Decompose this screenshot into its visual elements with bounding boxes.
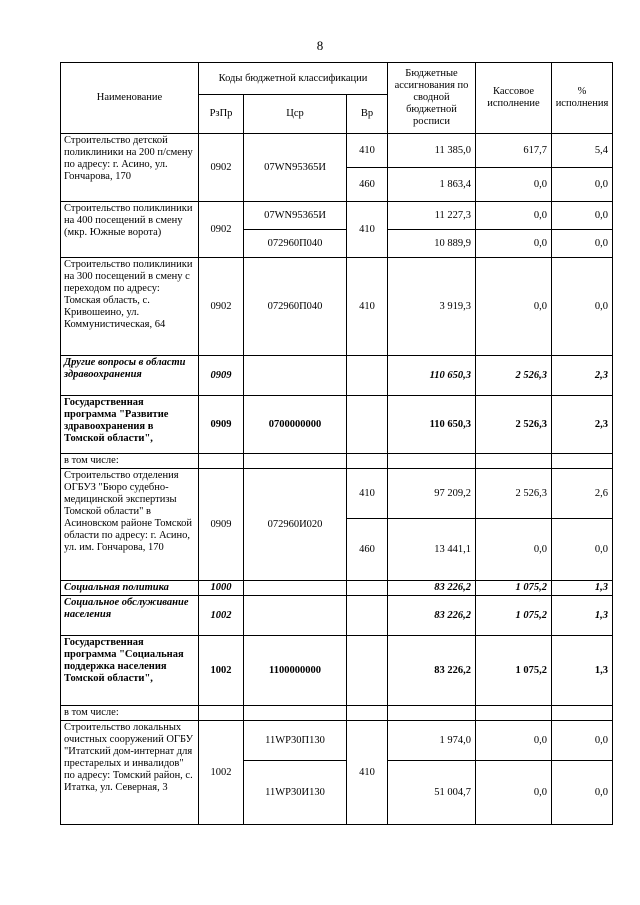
row-vr bbox=[347, 636, 388, 706]
page-number: 8 bbox=[316, 38, 324, 53]
row-budget: 13 441,1 bbox=[388, 519, 476, 581]
row-vr bbox=[347, 581, 388, 596]
row-csr: 11WP30П130 bbox=[244, 721, 347, 761]
header-codes: Коды бюджетной классификации bbox=[199, 63, 388, 95]
row-rzpr bbox=[199, 454, 244, 469]
row-name: Социальное обслуживание населения bbox=[61, 596, 199, 636]
row-csr bbox=[244, 356, 347, 396]
row-vr bbox=[347, 706, 388, 721]
row-csr: 07WN95365И bbox=[244, 202, 347, 230]
row-vr bbox=[347, 596, 388, 636]
row-percent: 2,6 bbox=[552, 469, 613, 519]
row-budget: 10 889,9 bbox=[388, 230, 476, 258]
row-percent: 1,3 bbox=[552, 581, 613, 596]
row-vr bbox=[347, 356, 388, 396]
row-vr: 460 bbox=[347, 168, 388, 202]
row-cash: 0,0 bbox=[476, 230, 552, 258]
table-row bbox=[61, 134, 613, 168]
row-csr: 072960И020 bbox=[244, 469, 347, 581]
row-csr bbox=[244, 581, 347, 596]
row-percent: 0,0 bbox=[552, 519, 613, 581]
row-cash: 0,0 bbox=[476, 168, 552, 202]
header-cash: Кассовое исполнение bbox=[476, 63, 552, 134]
row-percent: 0,0 bbox=[552, 258, 613, 356]
row-csr: 11WP30И130 bbox=[244, 761, 347, 825]
row-cash: 1 075,2 bbox=[476, 596, 552, 636]
row-name: Другие вопросы в области здравоохранения bbox=[61, 356, 199, 396]
row-cash bbox=[476, 706, 552, 721]
header-csr: Цср bbox=[244, 95, 347, 134]
table-row bbox=[61, 721, 613, 761]
row-cash: 0,0 bbox=[476, 258, 552, 356]
row-budget: 1 974,0 bbox=[388, 721, 476, 761]
row-csr bbox=[244, 454, 347, 469]
row-budget: 1 863,4 bbox=[388, 168, 476, 202]
row-budget: 3 919,3 bbox=[388, 258, 476, 356]
row-vr: 410 bbox=[347, 721, 388, 825]
row-percent: 1,3 bbox=[552, 636, 613, 706]
row-budget: 11 385,0 bbox=[388, 134, 476, 168]
table-row bbox=[61, 356, 613, 396]
row-vr bbox=[347, 454, 388, 469]
table-row bbox=[61, 706, 613, 721]
row-percent: 2,3 bbox=[552, 396, 613, 454]
row-csr: 072960П040 bbox=[244, 258, 347, 356]
row-name: Социальная политика bbox=[61, 581, 199, 596]
row-csr: 0700000000 bbox=[244, 396, 347, 454]
header-name: Наименование bbox=[61, 63, 199, 134]
row-percent: 1,3 bbox=[552, 596, 613, 636]
row-csr bbox=[244, 596, 347, 636]
row-percent: 0,0 bbox=[552, 721, 613, 761]
row-budget: 83 226,2 bbox=[388, 596, 476, 636]
row-vr: 410 bbox=[347, 202, 388, 258]
header-vr: Вр bbox=[347, 95, 388, 134]
row-cash: 0,0 bbox=[476, 761, 552, 825]
row-cash bbox=[476, 454, 552, 469]
row-cash: 2 526,3 bbox=[476, 396, 552, 454]
row-vr: 410 bbox=[347, 258, 388, 356]
table-row bbox=[61, 596, 613, 636]
budget-table bbox=[60, 62, 613, 825]
row-rzpr: 0909 bbox=[199, 469, 244, 581]
row-rzpr: 1002 bbox=[199, 721, 244, 825]
row-vr bbox=[347, 396, 388, 454]
row-cash: 0,0 bbox=[476, 519, 552, 581]
row-name: Государственная программа "Развитие здравоохранения в Томской области", bbox=[61, 396, 199, 454]
table-header bbox=[61, 63, 613, 134]
row-budget: 11 227,3 bbox=[388, 202, 476, 230]
table-row bbox=[61, 202, 613, 230]
row-name: Строительство отделения ОГБУЗ "Бюро судебно-медицинской экспертизы Томской области" в Асиновском районе Томской области по адресу: г. Асино, ул. им. Гончарова, 170 bbox=[61, 469, 199, 581]
row-budget: 110 650,3 bbox=[388, 356, 476, 396]
row-rzpr: 0902 bbox=[199, 202, 244, 258]
row-name: Строительство детской поликлиники на 200 п/смену по адресу: г. Асино, ул. Гончарова, 170 bbox=[61, 134, 199, 202]
row-name: Строительство поликлиники на 400 посещений в смену (мкр. Южные ворота) bbox=[61, 202, 199, 258]
table-row bbox=[61, 396, 613, 454]
row-budget: 83 226,2 bbox=[388, 581, 476, 596]
row-budget: 110 650,3 bbox=[388, 396, 476, 454]
row-name: Строительство поликлиники на 300 посещений в смену с переходом по адресу: Томская область, с. Кривошеино, ул. Коммунистическая, 64 bbox=[61, 258, 199, 356]
row-budget: 83 226,2 bbox=[388, 636, 476, 706]
row-cash: 0,0 bbox=[476, 202, 552, 230]
row-cash: 1 075,2 bbox=[476, 581, 552, 596]
table-row bbox=[61, 636, 613, 706]
row-percent: 0,0 bbox=[552, 168, 613, 202]
row-rzpr: 0902 bbox=[199, 134, 244, 202]
row-cash: 1 075,2 bbox=[476, 636, 552, 706]
header-percent: % исполнения bbox=[552, 63, 613, 134]
row-percent bbox=[552, 706, 613, 721]
row-rzpr: 1002 bbox=[199, 596, 244, 636]
row-percent bbox=[552, 454, 613, 469]
table-row bbox=[61, 581, 613, 596]
row-csr: 1100000000 bbox=[244, 636, 347, 706]
row-rzpr: 1002 bbox=[199, 636, 244, 706]
table-row bbox=[61, 469, 613, 519]
row-percent: 0,0 bbox=[552, 761, 613, 825]
header-budget: Бюджетные ассигнования по сводной бюджетной росписи bbox=[388, 63, 476, 134]
row-csr bbox=[244, 706, 347, 721]
row-percent: 5,4 bbox=[552, 134, 613, 168]
row-name: в том числе: bbox=[61, 706, 199, 721]
row-vr: 460 bbox=[347, 519, 388, 581]
row-budget bbox=[388, 706, 476, 721]
row-percent: 0,0 bbox=[552, 202, 613, 230]
row-name: в том числе: bbox=[61, 454, 199, 469]
row-cash: 617,7 bbox=[476, 134, 552, 168]
row-budget bbox=[388, 454, 476, 469]
row-name: Государственная программа "Социальная поддержка населения Томской области", bbox=[61, 636, 199, 706]
row-budget: 97 209,2 bbox=[388, 469, 476, 519]
row-vr: 410 bbox=[347, 134, 388, 168]
row-cash: 2 526,3 bbox=[476, 356, 552, 396]
row-percent: 0,0 bbox=[552, 230, 613, 258]
header-rzpr: РзПр bbox=[199, 95, 244, 134]
table-row bbox=[61, 258, 613, 356]
table-row bbox=[61, 454, 613, 469]
row-cash: 0,0 bbox=[476, 721, 552, 761]
row-cash: 2 526,3 bbox=[476, 469, 552, 519]
row-name: Строительство локальных очистных сооружений ОГБУ "Итатский дом-интернат для престарелых и инвалидов" по адресу: Томский район, с. Итатка, ул. Северная, 3 bbox=[61, 721, 199, 825]
row-percent: 2,3 bbox=[552, 356, 613, 396]
row-rzpr: 0909 bbox=[199, 396, 244, 454]
row-csr: 07WN95365И bbox=[244, 134, 347, 202]
row-rzpr: 0909 bbox=[199, 356, 244, 396]
row-rzpr: 0902 bbox=[199, 258, 244, 356]
row-budget: 51 004,7 bbox=[388, 761, 476, 825]
row-vr: 410 bbox=[347, 469, 388, 519]
row-csr: 072960П040 bbox=[244, 230, 347, 258]
row-rzpr bbox=[199, 706, 244, 721]
row-rzpr: 1000 bbox=[199, 581, 244, 596]
